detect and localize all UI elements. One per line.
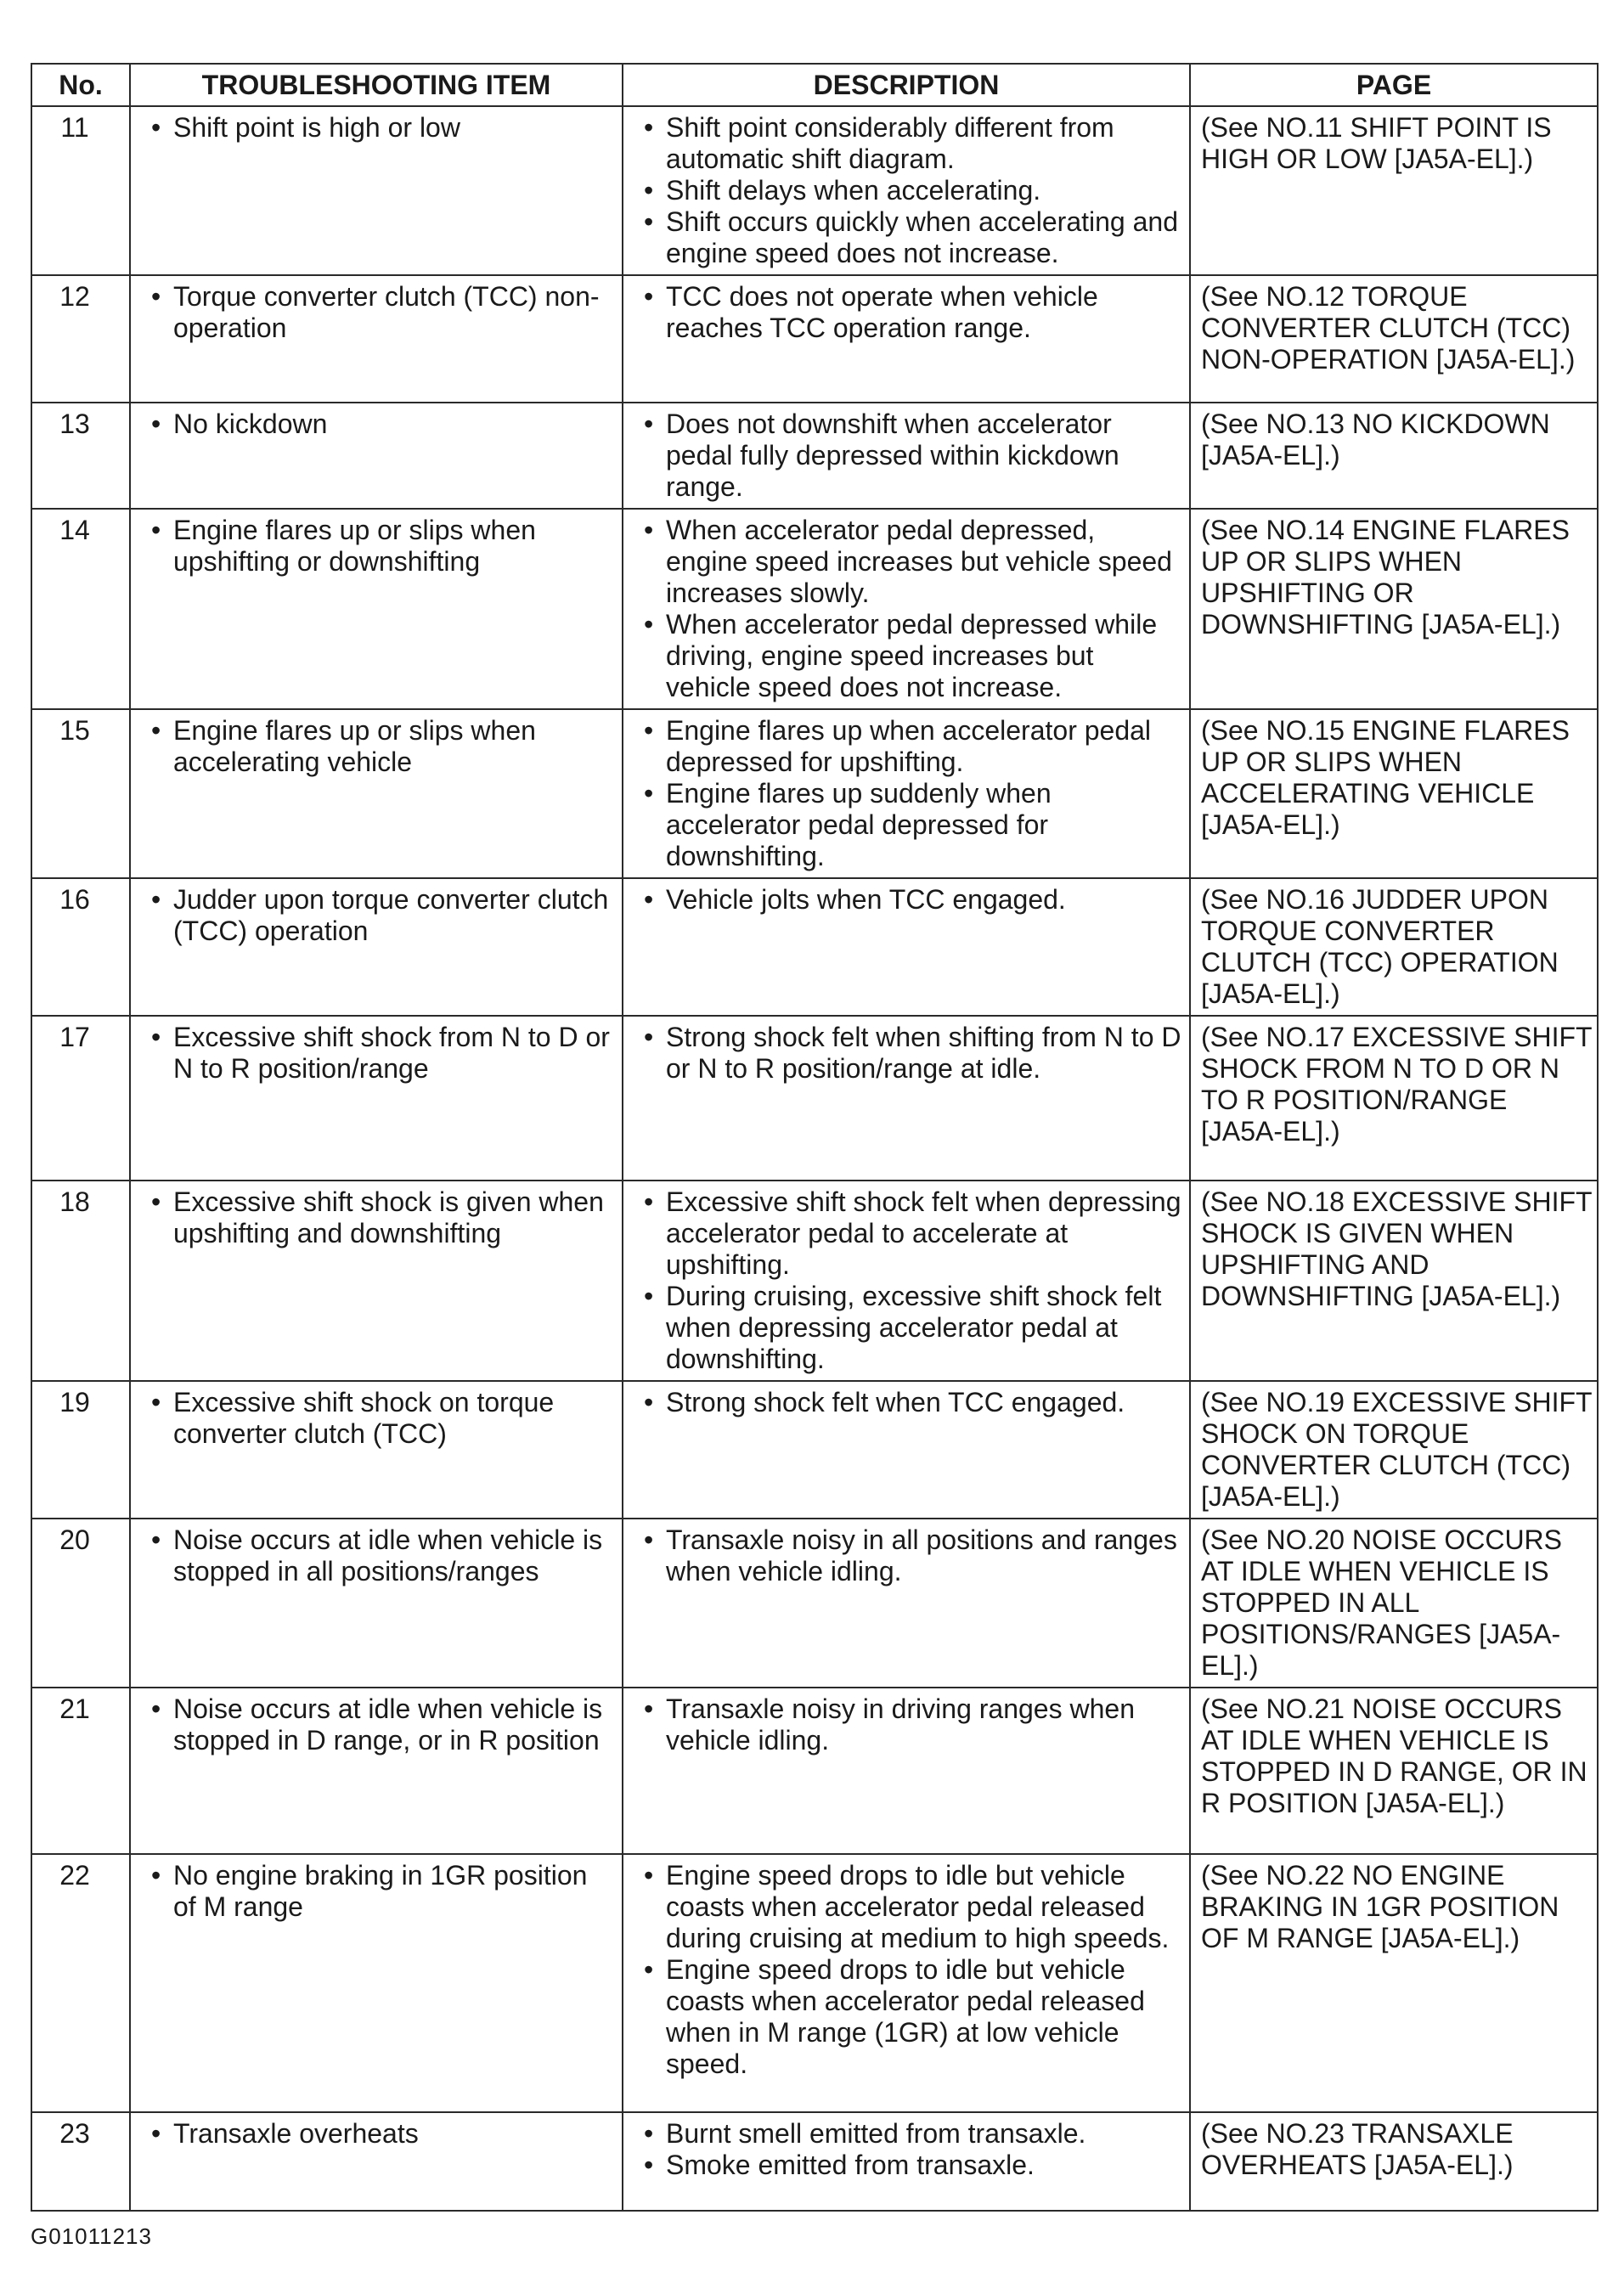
description-bullet: • During cruising, excessive shift shock felt when depressing accelerator pedal at downshifting. [632, 1281, 1182, 1375]
troubleshooting-item-cell [130, 2112, 623, 2211]
description-bullet: • Engine speed drops to idle but vehicle coasts when accelerator pedal released during cruising at medium to high speeds. [632, 1860, 1182, 1954]
page-reference-cell [1190, 403, 1598, 509]
troubleshooting-item-cell [130, 106, 623, 275]
description-cell [623, 2112, 1190, 2211]
description-list [632, 884, 1182, 916]
page-reference-link[interactable]: (See NO.12 TORQUE CONVERTER CLUTCH (TCC) NON-OPERATION [JA5A-EL].) [1201, 281, 1576, 375]
row-number: 15 [31, 709, 130, 878]
header-no: No. [31, 64, 130, 106]
page-reference-cell [1190, 106, 1598, 275]
description-bullet: • Shift point considerably different from automatic shift diagram. [632, 112, 1182, 175]
item-bullet: • Shift point is high or low [139, 112, 615, 144]
description-cell [623, 275, 1190, 403]
item-bullet: • Excessive shift shock from N to D or N to R position/range [139, 1022, 615, 1085]
page-reference-cell [1190, 1016, 1598, 1181]
item-list [139, 1524, 615, 1587]
row-number: 16 [31, 878, 130, 1016]
description-list [632, 112, 1182, 269]
description-cell [623, 1854, 1190, 2112]
item-bullet: • Noise occurs at idle when vehicle is stopped in D range, or in R position [139, 1693, 615, 1756]
page-reference-cell [1190, 1381, 1598, 1519]
description-bullet: • Excessive shift shock felt when depressing accelerator pedal to accelerate at upshifting. [632, 1186, 1182, 1281]
page-reference-link[interactable]: (See NO.16 JUDDER UPON TORQUE CONVERTER CLUTCH (TCC) OPERATION [JA5A-EL].) [1201, 884, 1559, 1009]
page-reference-cell [1190, 1181, 1598, 1381]
description-cell [623, 1688, 1190, 1854]
item-list [139, 409, 615, 440]
table-row [31, 1016, 1598, 1181]
item-bullet: • Noise occurs at idle when vehicle is stopped in all positions/ranges [139, 1524, 615, 1587]
description-bullet: • When accelerator pedal depressed, engine speed increases but vehicle speed increases slowly. [632, 515, 1182, 609]
item-list [139, 1022, 615, 1085]
troubleshooting-item-cell [130, 1016, 623, 1181]
troubleshooting-item-cell [130, 1381, 623, 1519]
description-list [632, 1387, 1182, 1418]
table-row [31, 1519, 1598, 1688]
table-row [31, 2112, 1598, 2211]
description-bullet: • Engine speed drops to idle but vehicle coasts when accelerator pedal released when in M range (1GR) at low vehicle speed. [632, 1954, 1182, 2080]
page-reference-cell [1190, 1854, 1598, 2112]
item-list [139, 1693, 615, 1756]
row-number: 13 [31, 403, 130, 509]
figure-id: G01011213 [31, 2223, 152, 2249]
item-list [139, 1186, 615, 1249]
item-bullet: • Engine flares up or slips when upshifting or downshifting [139, 515, 615, 578]
description-cell [623, 403, 1190, 509]
page-reference-link[interactable]: (See NO.15 ENGINE FLARES UP OR SLIPS WHEN ACCELERATING VEHICLE [JA5A-EL].) [1201, 715, 1570, 840]
description-cell [623, 1381, 1190, 1519]
page-reference-link[interactable]: (See NO.13 NO KICKDOWN [JA5A-EL].) [1201, 409, 1550, 471]
troubleshooting-item-cell [130, 275, 623, 403]
item-list [139, 515, 615, 578]
description-bullet: • Transaxle noisy in driving ranges when vehicle idling. [632, 1693, 1182, 1756]
table-row [31, 1854, 1598, 2112]
row-number: 17 [31, 1016, 130, 1181]
description-list [632, 1693, 1182, 1756]
description-list [632, 715, 1182, 872]
item-bullet: • Transaxle overheats [139, 2118, 615, 2150]
page-reference-link[interactable]: (See NO.17 EXCESSIVE SHIFT SHOCK FROM N TO D OR N TO R POSITION/RANGE [JA5A-EL].) [1201, 1022, 1593, 1147]
description-list [632, 515, 1182, 703]
description-bullet: • Vehicle jolts when TCC engaged. [632, 884, 1182, 916]
page-reference-cell [1190, 1688, 1598, 1854]
page-reference-cell [1190, 1519, 1598, 1688]
table-row [31, 878, 1598, 1016]
table-row [31, 709, 1598, 878]
troubleshooting-table [31, 63, 1599, 2212]
description-bullet: • Engine flares up when accelerator pedal depressed for upshifting. [632, 715, 1182, 778]
description-bullet: • Shift occurs quickly when accelerating and engine speed does not increase. [632, 206, 1182, 269]
table-row [31, 275, 1598, 403]
item-list [139, 1387, 615, 1450]
description-bullet: • When accelerator pedal depressed while driving, engine speed increases but vehicle speed does not increase. [632, 609, 1182, 703]
row-number: 21 [31, 1688, 130, 1854]
header-description: DESCRIPTION [623, 64, 1190, 106]
row-number: 18 [31, 1181, 130, 1381]
page-reference-cell [1190, 709, 1598, 878]
item-list [139, 1860, 615, 1923]
troubleshooting-item-cell [130, 1688, 623, 1854]
description-list [632, 1524, 1182, 1587]
description-bullet: • Engine flares up suddenly when accelerator pedal depressed for downshifting. [632, 778, 1182, 872]
table-header-row [31, 64, 1598, 106]
table-row [31, 106, 1598, 275]
description-cell [623, 106, 1190, 275]
item-list [139, 884, 615, 947]
page-reference-cell [1190, 275, 1598, 403]
page-reference-cell [1190, 2112, 1598, 2211]
description-bullet: • Transaxle noisy in all positions and ranges when vehicle idling. [632, 1524, 1182, 1587]
page-reference-cell [1190, 509, 1598, 709]
row-number: 11 [31, 106, 130, 275]
item-bullet: • Judder upon torque converter clutch (TCC) operation [139, 884, 615, 947]
description-cell [623, 1016, 1190, 1181]
page-reference-link[interactable]: (See NO.18 EXCESSIVE SHIFT SHOCK IS GIVEN WHEN UPSHIFTING AND DOWNSHIFTING [JA5A-EL].) [1201, 1186, 1593, 1311]
table-row [31, 403, 1598, 509]
row-number: 22 [31, 1854, 130, 2112]
description-bullet: • Shift delays when accelerating. [632, 175, 1182, 206]
row-number: 12 [31, 275, 130, 403]
table-row [31, 509, 1598, 709]
header-page: PAGE [1190, 64, 1598, 106]
description-cell [623, 1519, 1190, 1688]
page-reference-cell [1190, 878, 1598, 1016]
description-cell [623, 509, 1190, 709]
item-list [139, 281, 615, 344]
table-row [31, 1381, 1598, 1519]
troubleshooting-item-cell [130, 709, 623, 878]
description-bullet: • Does not downshift when accelerator pedal fully depressed within kickdown range. [632, 409, 1182, 503]
description-list [632, 2118, 1182, 2181]
page-reference-link[interactable]: (See NO.22 NO ENGINE BRAKING IN 1GR POSITION OF M RANGE [JA5A-EL].) [1201, 1860, 1559, 1953]
item-list [139, 112, 615, 144]
table-row [31, 1688, 1598, 1854]
description-list [632, 1022, 1182, 1085]
item-bullet: • Engine flares up or slips when accelerating vehicle [139, 715, 615, 778]
item-bullet: • No kickdown [139, 409, 615, 440]
troubleshooting-item-cell [130, 878, 623, 1016]
table-row [31, 1181, 1598, 1381]
item-list [139, 2118, 615, 2150]
troubleshooting-item-cell [130, 403, 623, 509]
description-list [632, 1860, 1182, 2080]
description-bullet: • TCC does not operate when vehicle reaches TCC operation range. [632, 281, 1182, 344]
page-reference-link[interactable]: (See NO.20 NOISE OCCURS AT IDLE WHEN VEHICLE IS STOPPED IN ALL POSITIONS/RANGES [JA5A-EL].) [1201, 1524, 1562, 1681]
description-cell [623, 1181, 1190, 1381]
header-troubleshooting-item: TROUBLESHOOTING ITEM [130, 64, 623, 106]
description-list [632, 281, 1182, 344]
table-body [31, 106, 1598, 2211]
troubleshooting-item-cell [130, 1181, 623, 1381]
troubleshooting-item-cell [130, 1854, 623, 2112]
item-list [139, 715, 615, 778]
item-bullet: • Excessive shift shock on torque converter clutch (TCC) [139, 1387, 615, 1450]
row-number: 14 [31, 509, 130, 709]
row-number: 20 [31, 1519, 130, 1688]
description-list [632, 1186, 1182, 1375]
item-bullet: • Torque converter clutch (TCC) non-operation [139, 281, 615, 344]
troubleshooting-item-cell [130, 509, 623, 709]
description-list [632, 409, 1182, 503]
description-bullet: • Burnt smell emitted from transaxle. [632, 2118, 1182, 2150]
description-cell [623, 878, 1190, 1016]
item-bullet: • Excessive shift shock is given when upshifting and downshifting [139, 1186, 615, 1249]
page-reference-link[interactable]: (See NO.23 TRANSAXLE OVERHEATS [JA5A-EL].) [1201, 2118, 1514, 2180]
description-cell [623, 709, 1190, 878]
page-reference-link[interactable]: (See NO.11 SHIFT POINT IS HIGH OR LOW [JA5A-EL].) [1201, 112, 1552, 174]
row-number: 23 [31, 2112, 130, 2211]
row-number: 19 [31, 1381, 130, 1519]
description-bullet: • Strong shock felt when shifting from N to D or N to R position/range at idle. [632, 1022, 1182, 1085]
page-reference-link[interactable]: (See NO.19 EXCESSIVE SHIFT SHOCK ON TORQUE CONVERTER CLUTCH (TCC) [JA5A-EL].) [1201, 1387, 1593, 1512]
description-bullet: • Strong shock felt when TCC engaged. [632, 1387, 1182, 1418]
item-bullet: • No engine braking in 1GR position of M range [139, 1860, 615, 1923]
page-reference-link[interactable]: (See NO.21 NOISE OCCURS AT IDLE WHEN VEHICLE IS STOPPED IN D RANGE, OR IN R POSITION [JA5A-EL].) [1201, 1693, 1587, 1818]
page-reference-link[interactable]: (See NO.14 ENGINE FLARES UP OR SLIPS WHEN UPSHIFTING OR DOWNSHIFTING [JA5A-EL].) [1201, 515, 1570, 640]
troubleshooting-item-cell [130, 1519, 623, 1688]
description-bullet: • Smoke emitted from transaxle. [632, 2150, 1182, 2181]
